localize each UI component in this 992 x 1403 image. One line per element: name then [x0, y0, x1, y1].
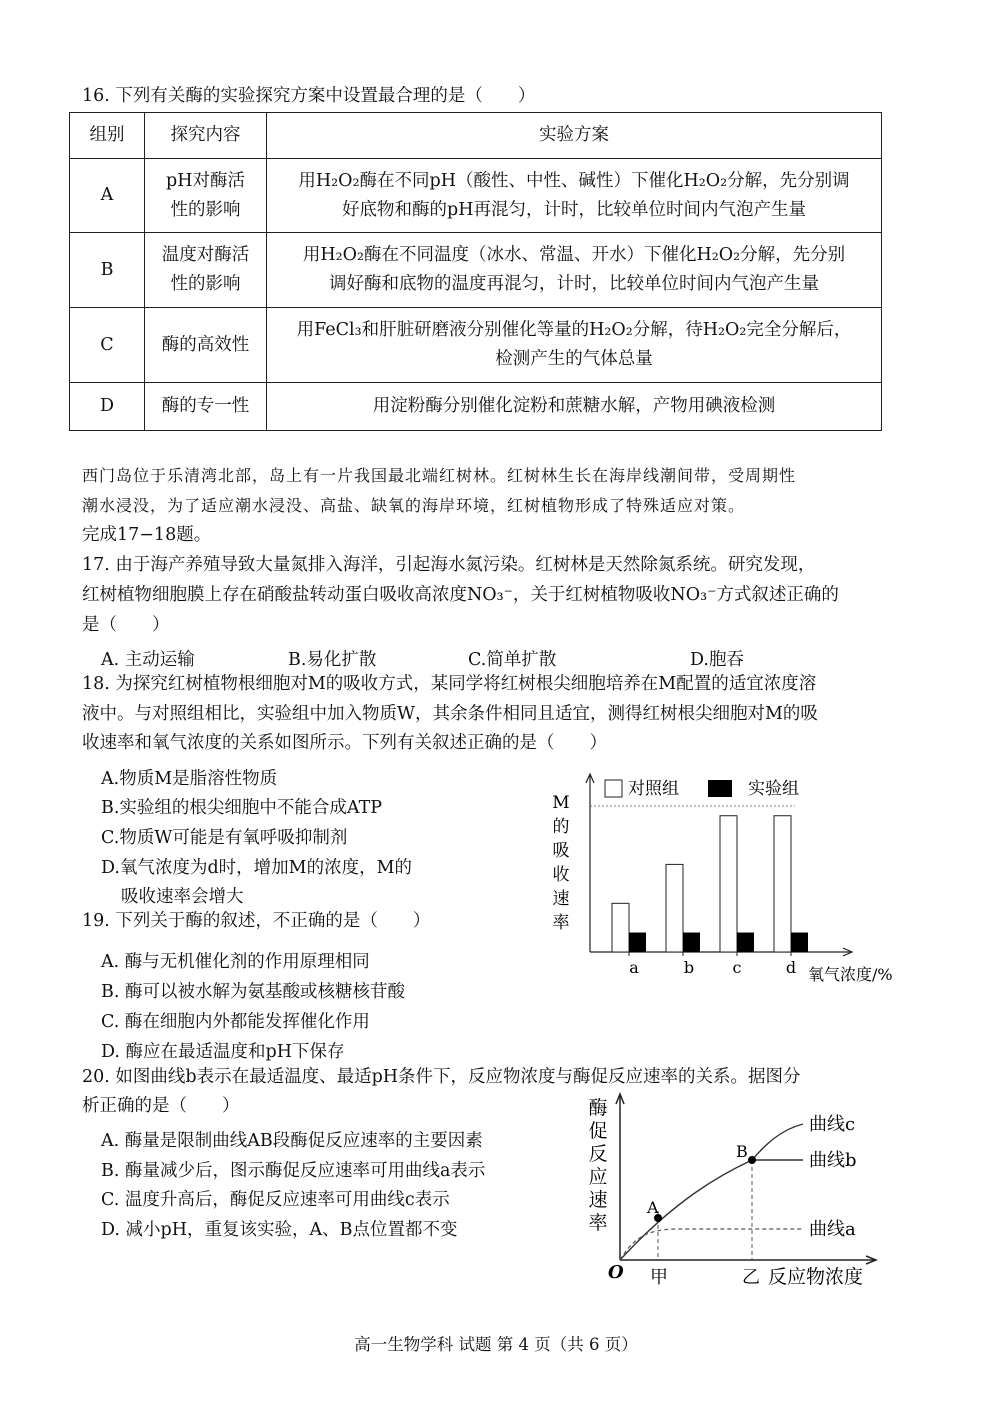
q19-option-b: B. 酶可以被水解为氨基酸或核糖核苷酸 — [101, 982, 405, 1002]
table-row — [70, 159, 882, 233]
q18-option-b: B.实验组的根尖细胞中不能合成ATP — [101, 798, 383, 818]
q18-stem: 收速率和氧气浓度的关系如图所示。下列有关叙述正确的是（ ） — [82, 733, 607, 753]
q19-option-d: D. 酶应在最适温度和pH下保存 — [101, 1042, 345, 1062]
y-axis-label-char: 应 — [588, 1166, 608, 1188]
y-axis-label-char: 酶 — [588, 1097, 608, 1119]
x-tick-label-d: d — [785, 958, 797, 977]
y-axis-label-char: 促 — [588, 1120, 608, 1142]
bar-experiment-d — [791, 933, 808, 952]
x-mark-yi: 乙 — [742, 1267, 760, 1288]
q18-option-d-cont: 吸收速率会增大 — [121, 887, 244, 907]
q17-option-a: A. 主动运输 — [101, 650, 195, 670]
row-group: A — [70, 159, 145, 233]
table-row — [70, 233, 882, 308]
q18-option-d: D.氧气浓度为d时，增加M的浓度，M的 — [101, 858, 413, 878]
row-plan: 用H₂O₂酶在不同pH（酸性、中性、碱性）下催化H₂O₂分解，先分别调 好底物和酶的pH再混匀，计时，比较单位时间内气泡产生量 — [267, 159, 882, 233]
passage-line: 西门岛位于乐清湾北部，岛上有一片我国最北端红树林。红树林生长在海岸线潮间带，受周期性 — [82, 466, 797, 485]
q16-stem: 16. 下列有关酶的实验探究方案中设置最合理的是（ ） — [82, 86, 536, 106]
q18-stem: 液中。与对照组相比，实验组中加入物质W，其余条件相同且适宜，测得红树根尖细胞对M的吸 — [82, 704, 818, 724]
row-topic: 酶的专一性 — [145, 383, 267, 431]
y-axis-label-char: 吸 — [552, 841, 570, 861]
table-row — [70, 308, 882, 383]
y-axis-label-char: 收 — [552, 865, 570, 885]
header-plan: 实验方案 — [267, 113, 882, 159]
legend-swatch-control — [605, 780, 622, 797]
row-plan: 用FeCl₃和肝脏研磨液分别催化等量的H₂O₂分解，待H₂O₂完全分解后， 检测产生的气体总量 — [267, 308, 882, 383]
q19-option-c: C. 酶在细胞内外都能发挥催化作用 — [101, 1012, 370, 1032]
q20-option-d: D. 减小pH，重复该实验，A、B点位置都不变 — [101, 1220, 458, 1240]
passage-line: 完成17−18题。 — [82, 525, 212, 545]
x-axis-label: 氧气浓度/% — [808, 965, 893, 984]
y-axis-label-char: 的 — [552, 817, 570, 837]
q20-stem: 析正确的是（ ） — [82, 1096, 240, 1116]
x-tick-label-c: c — [732, 958, 742, 977]
experiment-table — [69, 112, 882, 431]
y-axis-label-char: 率 — [588, 1212, 608, 1234]
bar-control-c — [720, 816, 737, 952]
curve-a-label: 曲线a — [809, 1219, 856, 1240]
q19-stem: 19. 下列关于酶的叙述，不正确的是（ ） — [82, 911, 431, 931]
row-topic: pH对酶活 性的影响 — [145, 159, 267, 233]
point-b — [748, 1156, 756, 1164]
row-plan: 用H₂O₂酶在不同温度（冰水、常温、开水）下催化H₂O₂分解，先分别 调好酶和底物的温度再混匀，计时，比较单位时间内气泡产生量 — [267, 233, 882, 308]
y-axis-label-char: 率 — [552, 913, 570, 933]
bar-experiment-b — [683, 933, 700, 952]
legend-label-control: 对照组 — [628, 779, 679, 799]
x-axis-label: 反应物浓度 — [768, 1266, 864, 1288]
absorption-bar-chart — [540, 768, 910, 988]
q17-option-b: B.易化扩散 — [288, 650, 377, 670]
q20-stem: 20. 如图曲线b表示在最适温度、最适pH条件下，反应物浓度与酶促反应速率的关系。据图分 — [82, 1067, 801, 1087]
q20-option-a: A. 酶量是限制曲线AB段酶促反应速率的主要因素 — [101, 1131, 483, 1151]
x-tick-label-a: a — [629, 958, 639, 977]
page-footer: 高一生物学科 试题 第 4 页（共 6 页） — [354, 1335, 638, 1354]
row-group: D — [70, 383, 145, 431]
bar-control-d — [774, 816, 791, 952]
q18-stem: 18. 为探究红树植物根细胞对M的吸收方式，某同学将红树根尖细胞培养在M配置的适宜浓度溶 — [82, 674, 817, 694]
row-group: B — [70, 233, 145, 308]
curve-b-c — [620, 1124, 803, 1260]
header-group: 组别 — [70, 113, 145, 159]
q18-option-c: C.物质W可能是有氧呼吸抑制剂 — [101, 828, 348, 848]
legend-label-experiment: 实验组 — [748, 779, 799, 799]
y-axis-label-char: 反 — [588, 1143, 608, 1165]
q17-stem: 是（ ） — [82, 615, 170, 635]
row-group: C — [70, 308, 145, 383]
curve-c-label: 曲线c — [809, 1114, 856, 1135]
legend-swatch-experiment — [708, 780, 732, 797]
y-axis-label-char: 速 — [588, 1189, 608, 1211]
x-tick-label-b: b — [683, 958, 695, 977]
point-a-label: A — [647, 1198, 659, 1217]
table-row — [70, 383, 882, 431]
passage-line: 潮水浸没，为了适应潮水浸没、高盐、缺氧的海岸环境，红树植物形成了特殊适应对策。 — [82, 496, 746, 515]
q17-stem: 17. 由于海产养殖导致大量氮排入海洋，引起海水氮污染。红树林是天然除氮系统。研究发现， — [82, 555, 816, 575]
bar-experiment-a — [629, 933, 646, 952]
bar-control-a — [612, 903, 629, 952]
bar-control-b — [666, 864, 683, 952]
q17-option-c: C.简单扩散 — [468, 650, 557, 670]
q17-option-d: D.胞吞 — [690, 650, 744, 670]
bar-experiment-c — [737, 933, 754, 952]
y-axis-label-char: M — [552, 793, 570, 813]
curve-a — [620, 1229, 803, 1260]
row-topic: 酶的高效性 — [145, 308, 267, 383]
point-b-label: B — [736, 1142, 748, 1161]
q20-option-c: C. 温度升高后，酶促反应速率可用曲线c表示 — [101, 1190, 450, 1210]
row-topic: 温度对酶活 性的影响 — [145, 233, 267, 308]
curve-b-label: 曲线b — [809, 1150, 857, 1171]
origin-label: O — [608, 1262, 624, 1283]
q17-stem: 红树植物细胞膜上存在硝酸盐转动蛋白吸收高浓度NO₃⁻，关于红树植物吸收NO₃⁻方式叙述正确的 — [82, 585, 839, 605]
q20-option-b: B. 酶量减少后，图示酶促反应速率可用曲线a表示 — [101, 1161, 486, 1181]
q18-option-a: A.物质M是脂溶性物质 — [101, 769, 278, 789]
row-plan: 用淀粉酶分别催化淀粉和蔗糖水解，产物用碘液检测 — [267, 383, 882, 431]
x-mark-jia: 甲 — [650, 1267, 668, 1288]
enzyme-rate-line-chart — [575, 1090, 895, 1295]
header-topic: 探究内容 — [145, 113, 267, 159]
q19-option-a: A. 酶与无机催化剂的作用原理相同 — [101, 952, 370, 972]
y-axis-label-char: 速 — [552, 889, 570, 909]
